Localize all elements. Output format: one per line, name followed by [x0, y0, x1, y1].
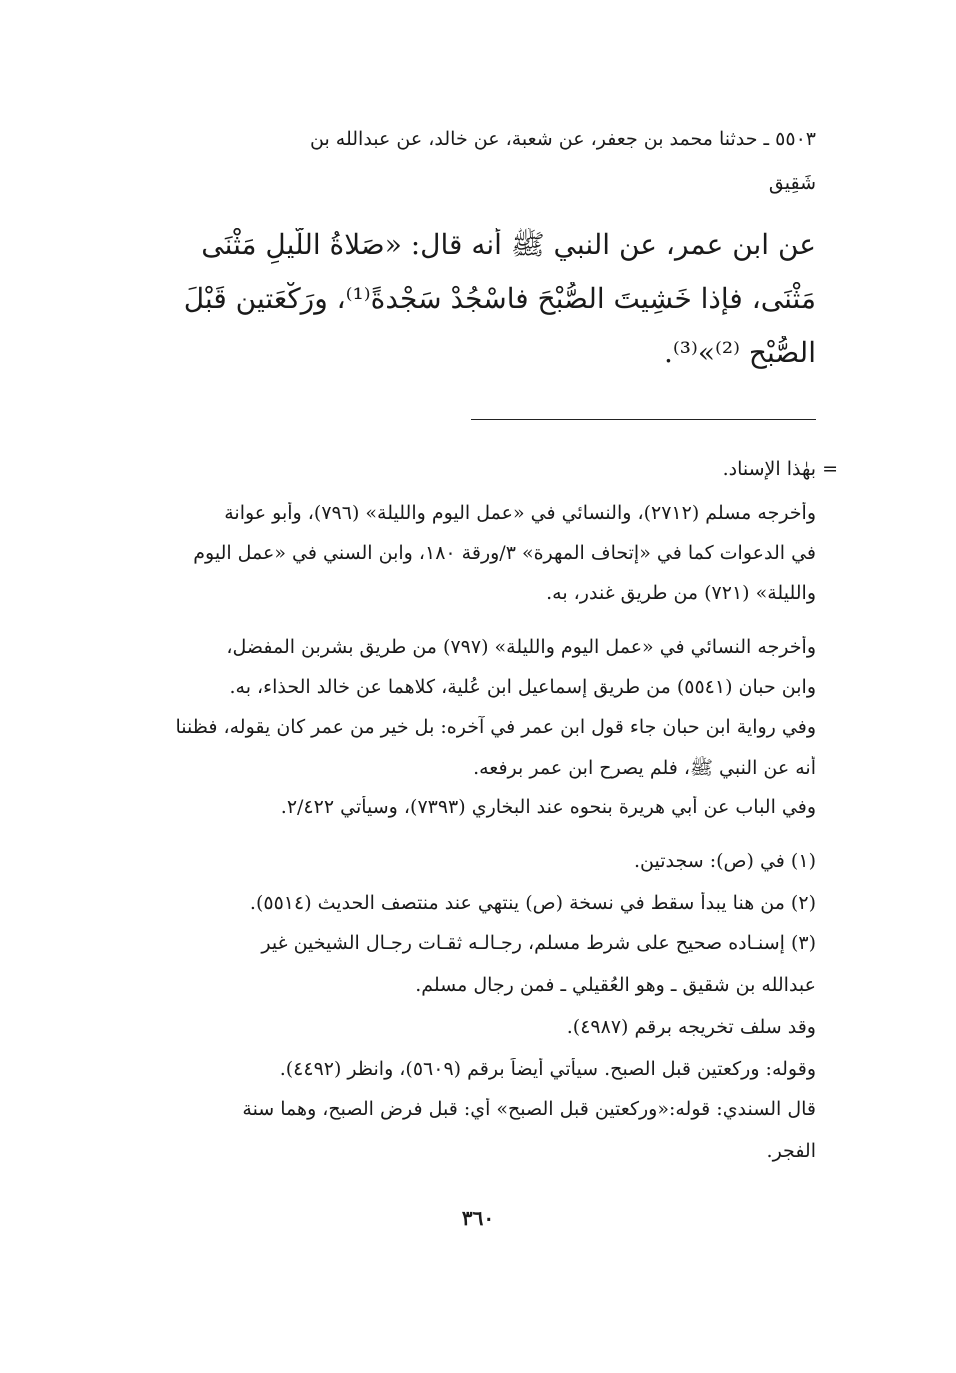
footnote-3-line: وقوله: وركعتين قبل الصبح. سيأتي أيضاً برقم (٥٦٠٩)، وانظر (٤٤٩٢). — [279, 1058, 816, 1080]
footnote-line: والليلة» (٧٢١) من طريق غندر، به. — [546, 582, 816, 604]
footnote-3: (٣) إسنـاده صحيح على شرط مسلم، رجـالـه ثقـات رجـال الشيخين غير — [261, 932, 816, 954]
footnote-line: وأخرجه مسلم (٢٧١٢)، والنسائي في «عمل اليوم والليلة» (٧٩٦)، وأبو عوانة — [224, 502, 816, 524]
footnote-line: وفي الباب عن أبي هريرة بنحوه عند البخاري (٧٣٩٣)، وسيأتي ٢/٤٢٢. — [280, 796, 816, 818]
footnote-line: أنه عن النبي ﷺ، فلم يصرح ابن عمر برفعه. — [473, 757, 816, 779]
hadith-isnad-line: ٥٥٠٣ ـ حدثنا محمد بن جعفر، عن شعبة، عن خالد، عن عبدالله بن — [310, 128, 816, 150]
hadith-isnad-line: شَقِيق — [768, 172, 816, 194]
footnote-line: في الدعوات كما في «إتحاف المهرة» ٣/ورقة ١٨٠، وابن السني في «عمل اليوم — [193, 542, 816, 564]
footnote-3-line: الفجر. — [766, 1140, 816, 1162]
footnote-line: وأخرجه النسائي في «عمل اليوم والليلة» (٧٩٧) من طريق بشربن المفضل، — [226, 636, 816, 658]
footnote-line: بهٰذا الإسناد. — [722, 458, 816, 480]
hadith-matn-line: الصُّبْحِ ⁽²⁾»⁽³⁾. — [663, 336, 816, 369]
hadith-matn-line: عن ابن عمر، عن النبي ﷺ أنه قال: «صَلاةُ اللَّيلِ مَثْنَى — [201, 228, 816, 261]
hadith-matn-line: مَثْنَى، فإذا خَشِيتَ الصُّبْحَ فاسْجُدْ سَجْدةً⁽¹⁾، ورَكْعَتينِ قَبْلَ — [183, 282, 816, 315]
footnote-3-line: قال السندي: قوله:«وركعتين قبل الصبح» أي: قبل فرض الصبح، وهما سنة — [242, 1098, 816, 1120]
footnote-line: وفي رواية ابن حبان جاء قول ابن عمر في آخره: بل خير من عمر كان يقوله، فظننا — [175, 716, 816, 738]
footnote-3-line: عبدالله بن شقيق ـ وهو العُقيلي ـ فمن رجال مسلم. — [415, 974, 816, 996]
footnote-3-line: وقد سلف تخريجه برقم (٤٩٨٧). — [566, 1016, 816, 1038]
footnote-separator — [471, 419, 816, 420]
footnote-2: (٢) من هنا يبدأ سقط في نسخة (ص) ينتهي عند منتصف الحديث (٥٥١٤). — [249, 892, 816, 914]
continuation-marker: = — [822, 458, 838, 480]
page-number: ٣٦٠ — [461, 1206, 495, 1230]
footnote-line: وابن حبان (٥٥٤١) من طريق إسماعيل ابن عُلية، كلاهما عن خالد الحذاء، به. — [229, 676, 816, 698]
footnote-1: (١) في (ص): سجدتين. — [634, 850, 816, 872]
